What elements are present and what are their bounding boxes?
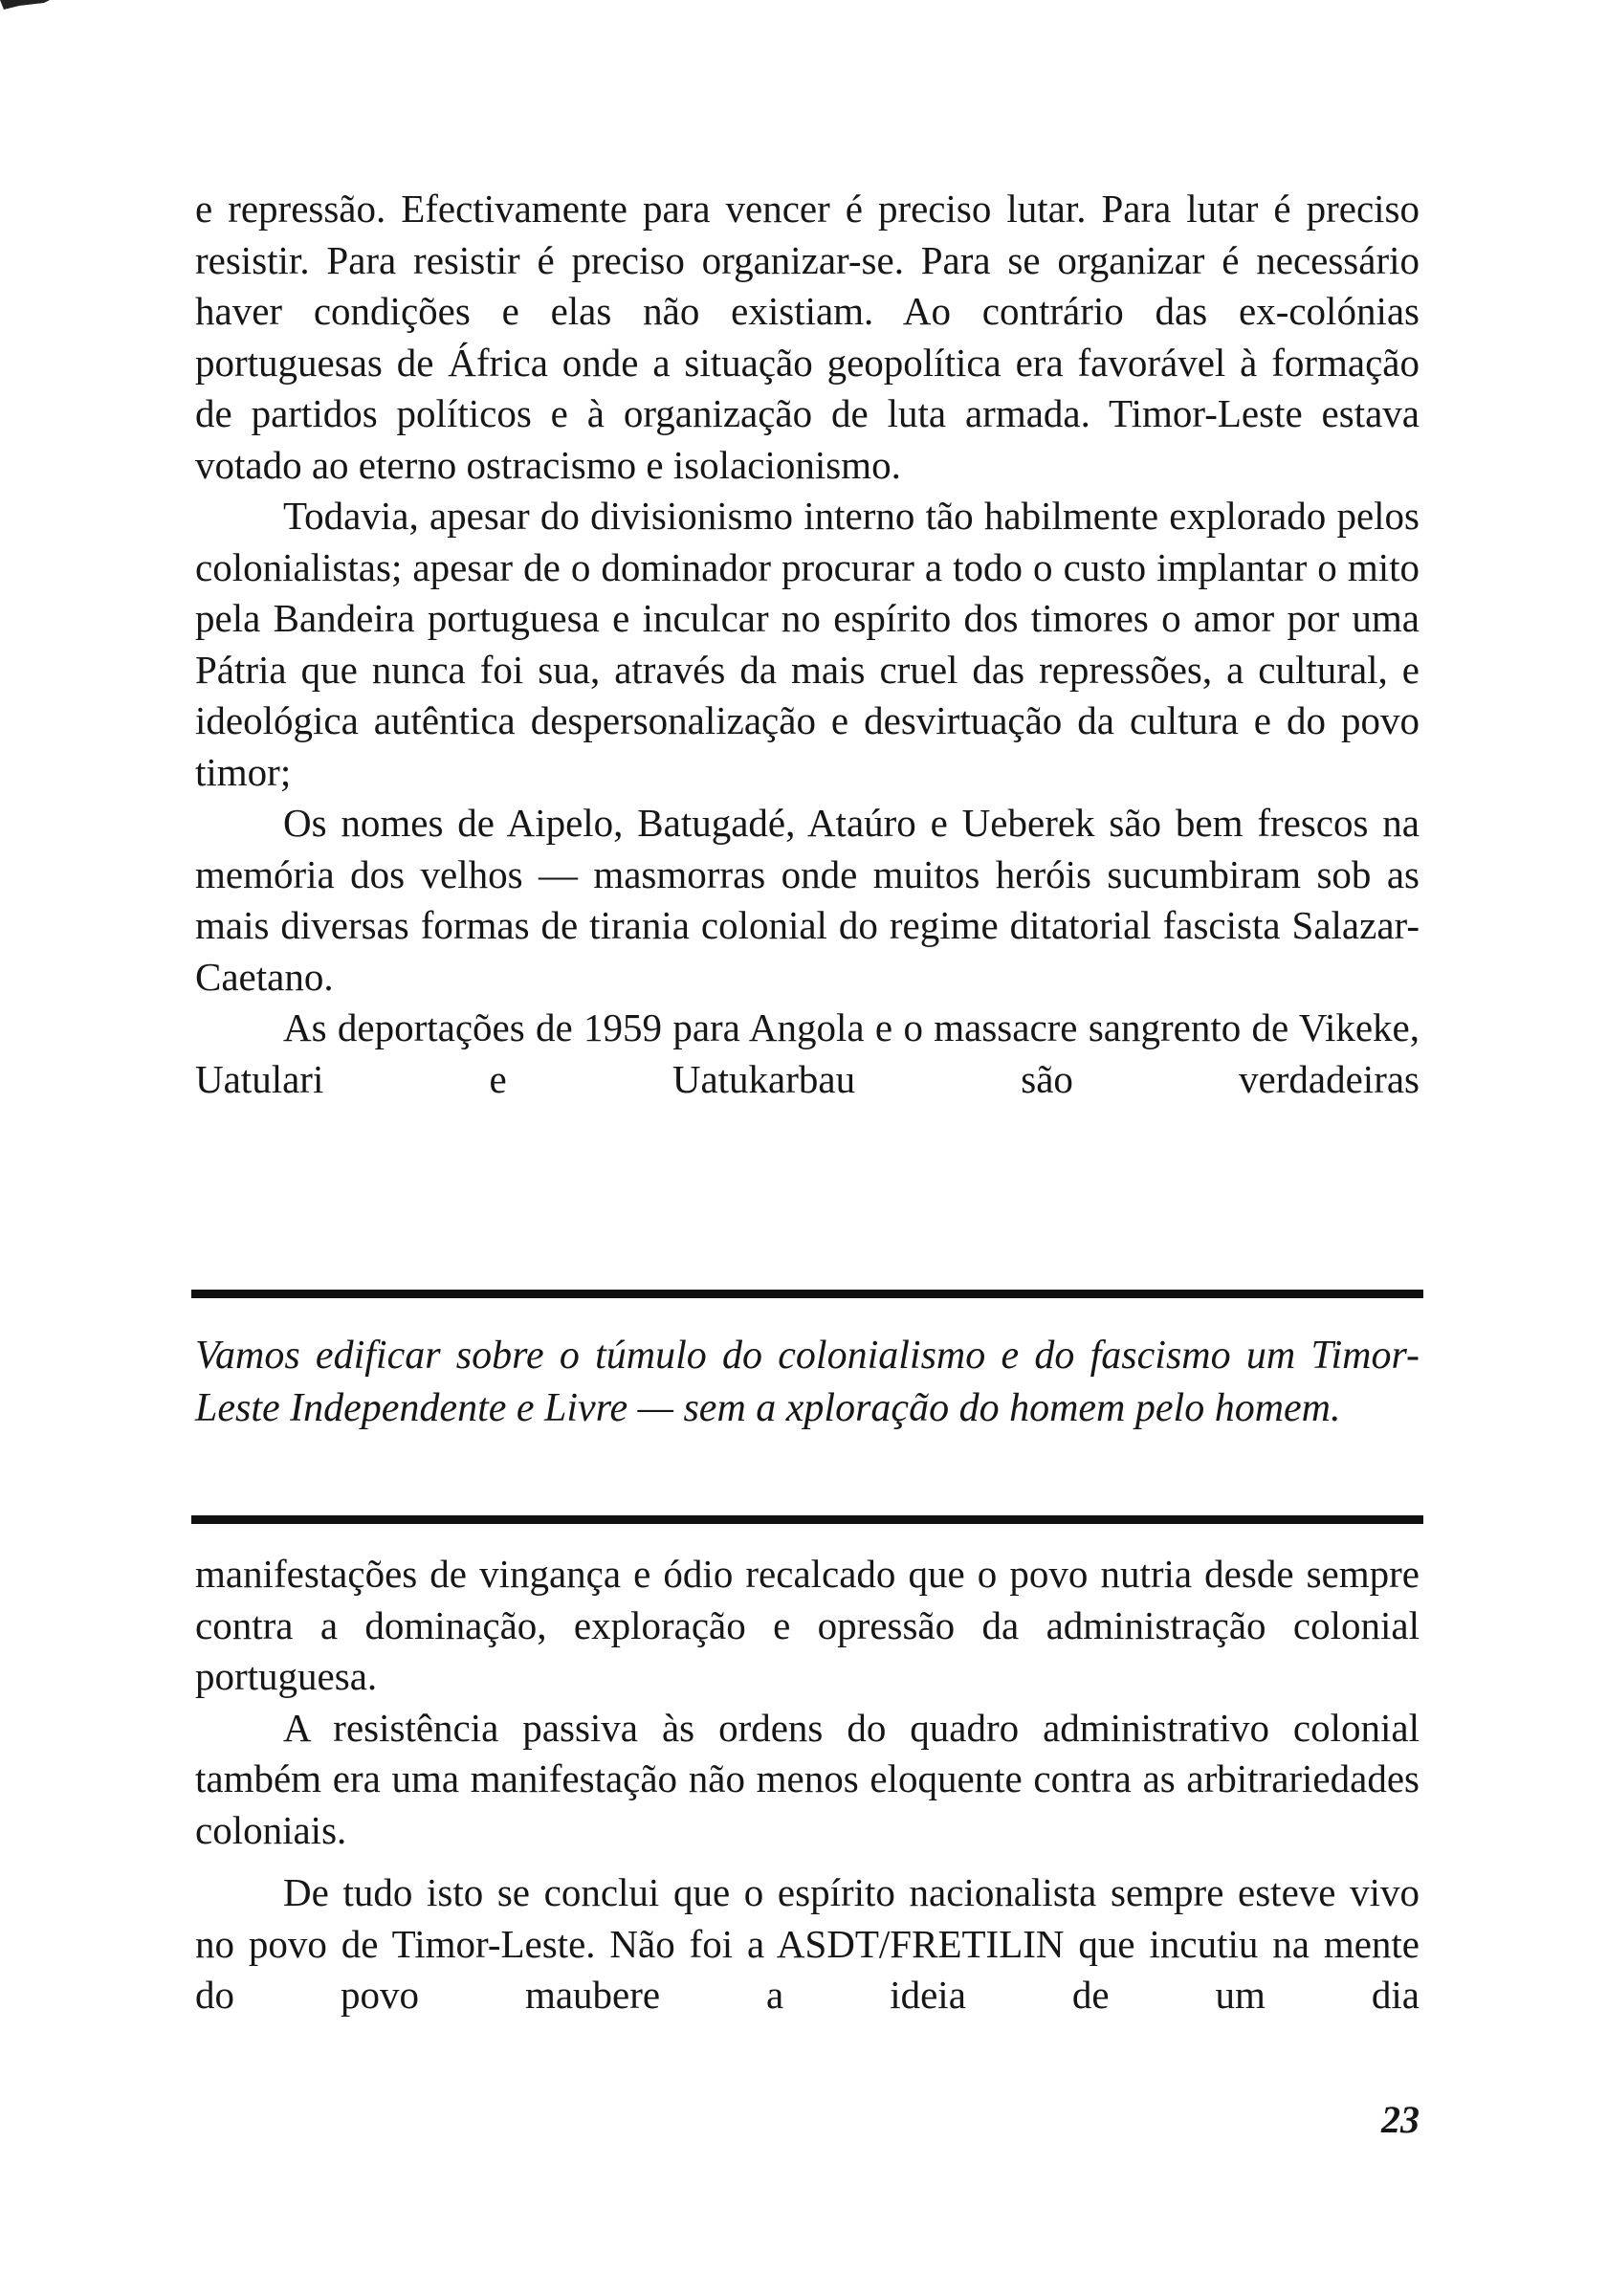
pull-quote: Vamos edificar sobre o túmulo do colonialismo e do fascismo um Timor-Leste Independente e Livre — sem a xploração do homem pelo homem. [195,1334,1420,1430]
scan-corner-mark [0,0,50,10]
paragraph-manifestacoes: manifestações de vingança e ódio recalcado que o povo nutria desde sempre contra a dominação, exploração e opressão da administração colonial portuguesa. [195,1552,1420,1698]
quote-rule-top [191,1290,1423,1298]
paragraph-todavia: Todavia, apesar do divisionismo interno tão habilmente explorado pelos colonialistas; apesar de o dominador procurar a todo o custo implantar o mito pela Bandeira portuguesa e inculcar no espírito dos timores o amor por uma Pátria que nunca foi sua, através da mais cruel das repressões, a cultural, e ideológica autêntica despersonalização e desvirtuação da cultura e do povo timor; [195,494,1420,794]
paragraph-deportacoes: As deportações de 1959 para Angola e o massacre sangrento de Vikeke, Uatulari e Uatukarbau são verdadeiras [195,1005,1420,1101]
paragraph-resistencia: A resistência passiva às ordens do quadro administrativo colonial também era uma manifestação não menos eloquente contra as arbitrariedades coloniais. [195,1705,1420,1852]
page-number: 23 [1381,2098,1420,2141]
top-text-block [195,184,1420,1105]
paragraph-nomes: Os nomes de Aipelo, Batugadé, Ataúro e Ueberek são bem frescos na memória dos velhos — masmorras onde muitos heróis sucumbiram sob as mais diversas formas de tirania colonial do regime ditatorial fascista Salazar-Caetano. [195,801,1420,999]
paragraph-repression: e repressão. Efectivamente para vencer é preciso lutar. Para lutar é preciso resistir. Para resistir é preciso organizar-se. Para se organizar é necessário haver condições e elas não existiam. Ao contrário das ex-colónias portuguesas de África onde a situação geopolítica era favorável à formação de partidos políticos e à organização de luta armada. Timor-Leste estava votado ao eterno ostracismo e isolacionismo. [195,187,1420,487]
bottom-text-block [195,1549,1420,2021]
paragraph-conclusao: De tudo isto se conclui que o espírito nacionalista sempre esteve vivo no povo de Timor-Leste. Não foi a ASDT/FRETILIN que incutiu na mente do povo maubere a ideia de um dia [195,1870,1420,2017]
quote-rule-bottom [191,1515,1423,1524]
